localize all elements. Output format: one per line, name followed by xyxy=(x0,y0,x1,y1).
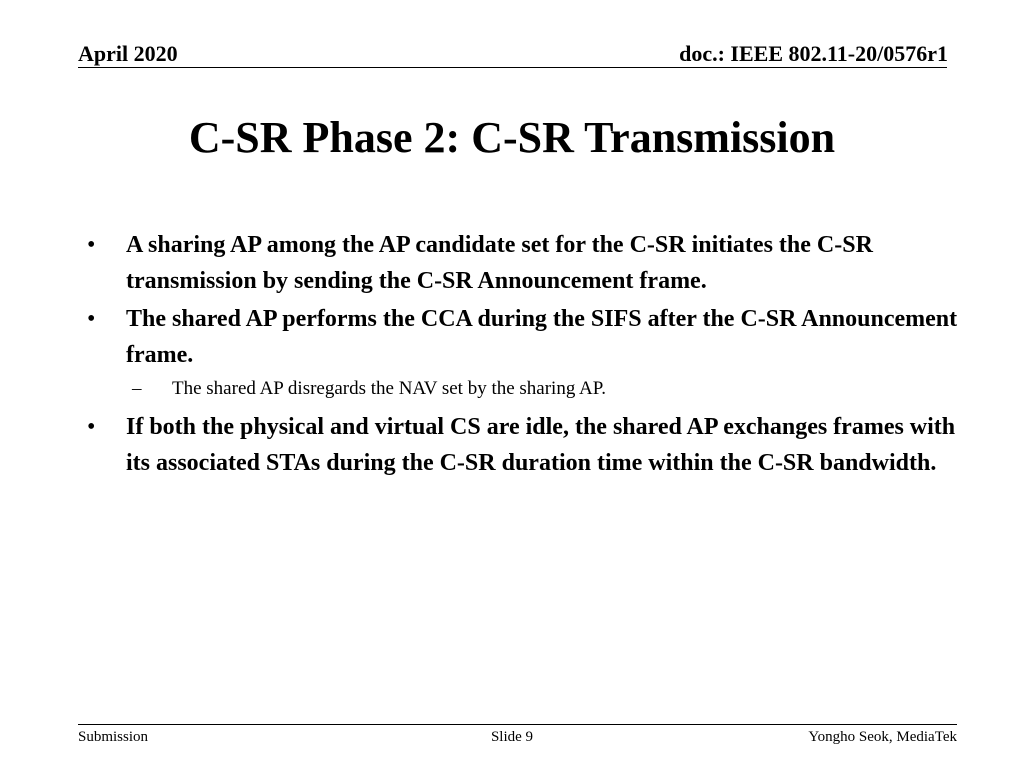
footer-author: Yongho Seok, MediaTek xyxy=(808,729,957,745)
footer-submission: Submission xyxy=(78,729,149,745)
sub-bullet-marker: – xyxy=(132,378,142,399)
bullet-marker: • xyxy=(87,414,96,440)
bullet-marker: • xyxy=(87,232,96,258)
bullet-text: A sharing AP among the AP candidate set for the C-SR initiates the C-SR transmission by sending the C-SR Announcement frame. xyxy=(126,232,873,294)
bullet-item xyxy=(82,301,962,373)
header-doc-id: doc.: IEEE 802.11-20/0576r1 xyxy=(679,41,948,66)
footer-slide-number: Slide 9 xyxy=(490,729,534,745)
bullet-item xyxy=(82,409,962,481)
sub-bullet-item xyxy=(82,375,962,403)
bullet-text: The shared AP performs the CCA during the SIFS after the C-SR Announcement frame. xyxy=(126,306,958,368)
bullet-list xyxy=(82,227,962,483)
header-date: April 2020 xyxy=(78,41,178,66)
bullet-text: If both the physical and virtual CS are idle, the shared AP exchanges frames with its associated STAs during the C-SR duration time within the C-SR bandwidth. xyxy=(126,414,956,476)
bullet-marker: • xyxy=(87,306,96,332)
header-divider xyxy=(78,67,947,68)
footer-divider xyxy=(78,724,957,725)
slide-title: C-SR Phase 2: C-SR Transmission xyxy=(188,113,836,162)
bullet-item xyxy=(82,227,962,299)
sub-bullet-text: The shared AP disregards the NAV set by the sharing AP. xyxy=(172,378,606,399)
